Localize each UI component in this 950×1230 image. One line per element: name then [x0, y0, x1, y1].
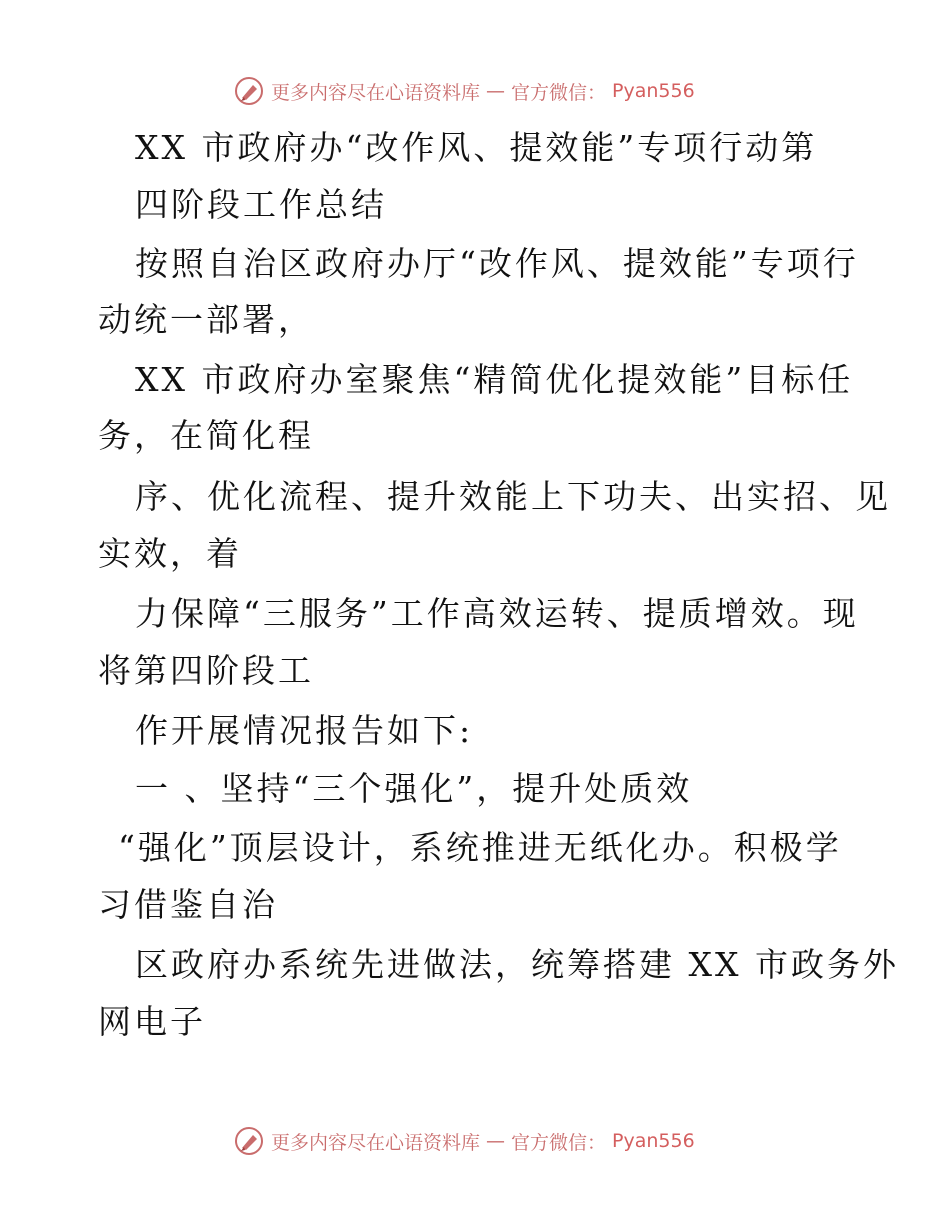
doc-title-line-2: 四阶段工作总结 — [135, 185, 387, 224]
doc-paragraph-line: 习借鉴自治 — [98, 885, 278, 924]
watermark-text: 更多内容尽在心语资料库 — [271, 81, 481, 104]
doc-paragraph-line: 实效，着 — [98, 534, 242, 573]
doc-paragraph-line: 务，在简化程 — [98, 416, 314, 455]
watermark-dash: — — [486, 1130, 506, 1152]
watermark-official: 官方微信： — [511, 1131, 607, 1154]
doc-paragraph-line: 动统一部署， — [98, 300, 314, 339]
watermark-official: 官方微信： — [511, 81, 607, 104]
doc-section-heading: 一 、坚持“三个强化”，提升处质效 — [135, 769, 693, 808]
pen-nib-icon — [233, 1125, 265, 1157]
doc-paragraph-line: 将第四阶段工 — [98, 651, 314, 690]
doc-paragraph-line: “强化”顶层设计，系统推进无纸化办。积极学 — [118, 828, 842, 867]
watermark-text: 更多内容尽在心语资料库 — [271, 1131, 481, 1154]
doc-paragraph-line: XX 市政府办室聚焦“精简优化提效能”目标任 — [135, 360, 854, 399]
doc-paragraph-line: 作开展情况报告如下: — [135, 711, 474, 750]
doc-paragraph-line: 序、优化流程、提升效能上下功夫、出实招、见 — [135, 477, 891, 516]
doc-paragraph-line: 按照自治区政府办厅“改作风、提效能”专项行 — [135, 244, 859, 283]
pen-nib-icon — [233, 75, 265, 107]
header-watermark — [233, 74, 695, 108]
doc-paragraph-line: 区政府办系统先进做法，统筹搭建 XX 市政务外 — [135, 945, 899, 984]
watermark-dash: — — [486, 80, 506, 102]
watermark-handle: Pyan556 — [612, 80, 695, 102]
footer-watermark — [233, 1124, 695, 1158]
doc-title-line-1: XX 市政府办“改作风、提效能”专项行动第 — [135, 128, 818, 167]
doc-paragraph-line: 力保障“三服务”工作高效运转、提质增效。现 — [135, 594, 859, 633]
watermark-handle: Pyan556 — [612, 1130, 695, 1152]
doc-paragraph-line: 网电子 — [98, 1002, 206, 1041]
